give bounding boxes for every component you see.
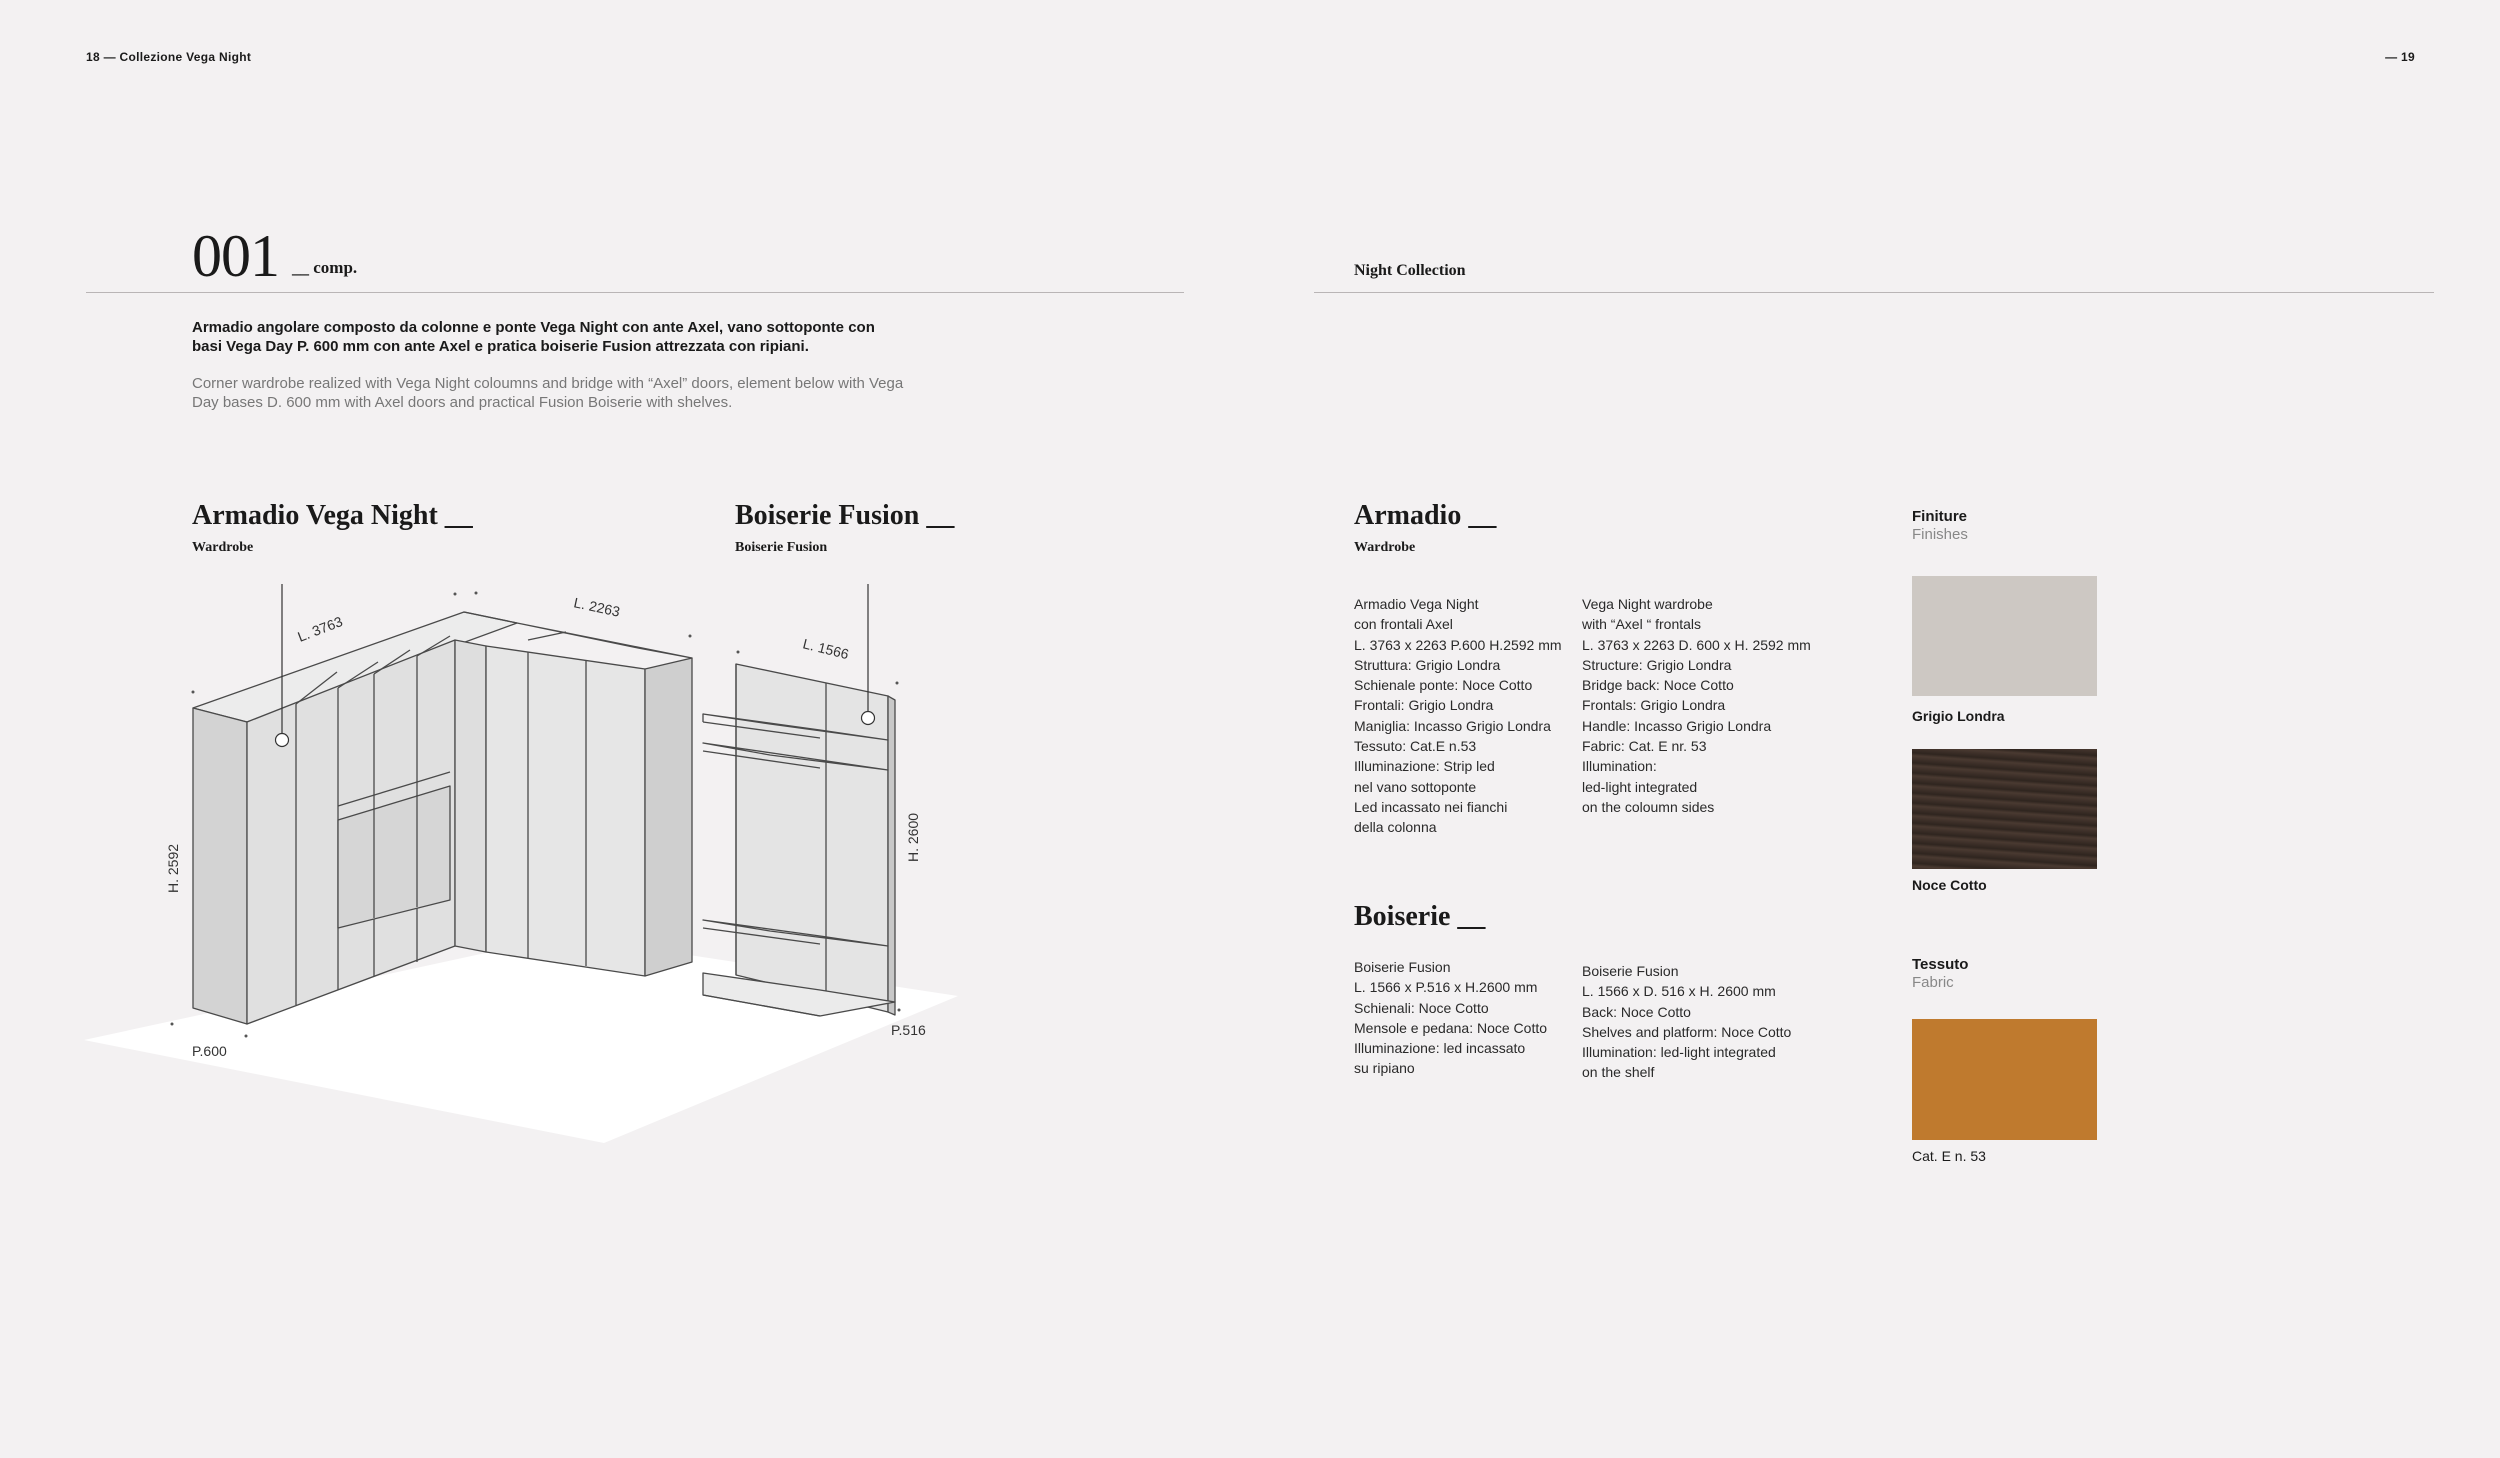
spec-line: Schienale ponte: Noce Cotto	[1354, 677, 1533, 694]
spec-line: Illumination:	[1582, 758, 1657, 775]
finishes-title: Finiture	[1912, 508, 1967, 525]
technical-drawing	[0, 0, 1000, 1200]
collection-name: Night Collection	[1354, 262, 1466, 279]
spec-line: Tessuto: Cat.E n.53	[1354, 738, 1477, 755]
spec-line: on the shelf	[1582, 1064, 1655, 1081]
composition-tag: __ comp.	[292, 258, 358, 277]
spec-line: L. 1566 x D. 516 x H. 2600 mm	[1582, 983, 1776, 1000]
spec-line: Maniglia: Incasso Grigio Londra	[1354, 717, 1551, 734]
description-italian: Armadio angolare composto da colonne e ponte Vega Night con ante Axel, vano sottoponte con basi Vega Day P. 600 mm con ante Axel e pratica boiserie Fusion attrezzata con ripiani.	[192, 319, 875, 355]
spec-line: Structure: Grigio Londra	[1582, 656, 1732, 673]
spec-line: Bridge back: Noce Cotto	[1582, 677, 1734, 694]
spec-line: Frontali: Grigio Londra	[1354, 697, 1494, 714]
spec-line: Illuminazione: Strip led	[1354, 758, 1495, 775]
armadio-spec-italian	[1354, 594, 1574, 838]
armadio-spec-english	[1582, 594, 1811, 817]
spec-line: Mensole e pedana: Noce Cotto	[1354, 1019, 1548, 1036]
description-english: Corner wardrobe realized with Vega Night coloumns and bridge with “Axel” doors, element below with Vega Day bases D. 600 mm with Axel doors and practical Fusion Boiserie with shelves.	[192, 375, 904, 411]
composition-number: 001	[192, 223, 279, 289]
fabric-subtitle: Fabric	[1912, 974, 1954, 991]
wardrobe-drawing-subtitle: Wardrobe	[192, 540, 254, 555]
spec-line: L. 1566 x P.516 x H.2600 mm	[1354, 979, 1538, 996]
right-divider	[1314, 292, 2434, 293]
spec-line: Fabric: Cat. E nr. 53	[1582, 738, 1707, 755]
finishes-subtitle: Finishes	[1912, 526, 1968, 543]
spec-line: Struttura: Grigio Londra	[1354, 656, 1501, 673]
swatch-label: Grigio Londra	[1912, 708, 2005, 724]
swatch-noce-cotto	[1912, 749, 2097, 893]
dim-boiserie-depth: P.516	[891, 1022, 926, 1038]
boiserie-title: Boiserie __	[1354, 901, 1486, 932]
spec-line: Vega Night wardrobe	[1582, 596, 1713, 612]
dim-wardrobe-height: H. 2592	[165, 843, 181, 893]
swatch-chip	[1912, 576, 2097, 696]
boiserie-spec-english	[1582, 961, 1802, 1083]
fabric-title: Tessuto	[1912, 956, 1969, 973]
spec-line: Schienali: Noce Cotto	[1354, 999, 1489, 1016]
spec-line: nel vano sottoponte	[1354, 778, 1477, 795]
armadio-title: Armadio __	[1354, 500, 1497, 531]
spec-line: Frontals: Grigio Londra	[1582, 697, 1726, 714]
spec-line: Boiserie Fusion	[1354, 959, 1451, 975]
spec-line: su ripiano	[1354, 1060, 1415, 1077]
swatch-grigio-londra	[1912, 576, 2097, 724]
swatch-label: Cat. E n. 53	[1912, 1148, 1986, 1164]
wardrobe-drawing-title: Armadio Vega Night __	[192, 500, 473, 531]
spec-line: on the coloumn sides	[1582, 798, 1715, 815]
swatch-label: Noce Cotto	[1912, 877, 1987, 893]
spec-line: Boiserie Fusion	[1582, 963, 1679, 979]
spec-line: led-light integrated	[1582, 778, 1698, 795]
spec-line: Led incassato nei fianchi	[1354, 798, 1508, 815]
wardrobe-illustration	[193, 612, 692, 1024]
spec-line: Illumination: led-light integrated	[1582, 1044, 1776, 1061]
armadio-subtitle: Wardrobe	[1354, 540, 1416, 555]
spec-line: della colonna	[1354, 819, 1437, 836]
spec-line: Shelves and platform: Noce Cotto	[1582, 1023, 1792, 1040]
boiserie-drawing-subtitle: Boiserie Fusion	[735, 540, 828, 555]
swatch-chip	[1912, 749, 2097, 869]
spec-line: with “Axel “ frontals	[1582, 616, 1702, 633]
spec-line: Armadio Vega Night	[1354, 596, 1479, 612]
spec-line: Illuminazione: led incassato	[1354, 1040, 1526, 1057]
spec-line: L. 3763 x 2263 P.600 H.2592 mm	[1354, 636, 1562, 653]
left-page-folio: 18 — Collezione Vega Night	[86, 50, 252, 64]
boiserie-spec-italian	[1354, 957, 1574, 1079]
dim-wardrobe-depth: P.600	[192, 1043, 227, 1059]
spec-line: Back: Noce Cotto	[1582, 1003, 1691, 1020]
right-page-folio: — 19	[2385, 50, 2415, 64]
swatch-chip	[1912, 1019, 2097, 1140]
dim-boiserie-length: L. 1566	[801, 635, 851, 663]
spec-line: Handle: Incasso Grigio Londra	[1582, 717, 1772, 734]
swatch-fabric-cat-e-53	[1912, 1019, 2097, 1164]
spec-line: L. 3763 x 2263 D. 600 x H. 2592 mm	[1582, 636, 1811, 653]
spec-line: con frontali Axel	[1354, 616, 1453, 633]
dim-wardrobe-length-a: L. 3763	[295, 613, 345, 645]
dim-boiserie-height: H. 2600	[905, 812, 921, 862]
dim-wardrobe-length-b: L. 2263	[572, 594, 622, 620]
boiserie-drawing-title: Boiserie Fusion __	[735, 500, 955, 531]
